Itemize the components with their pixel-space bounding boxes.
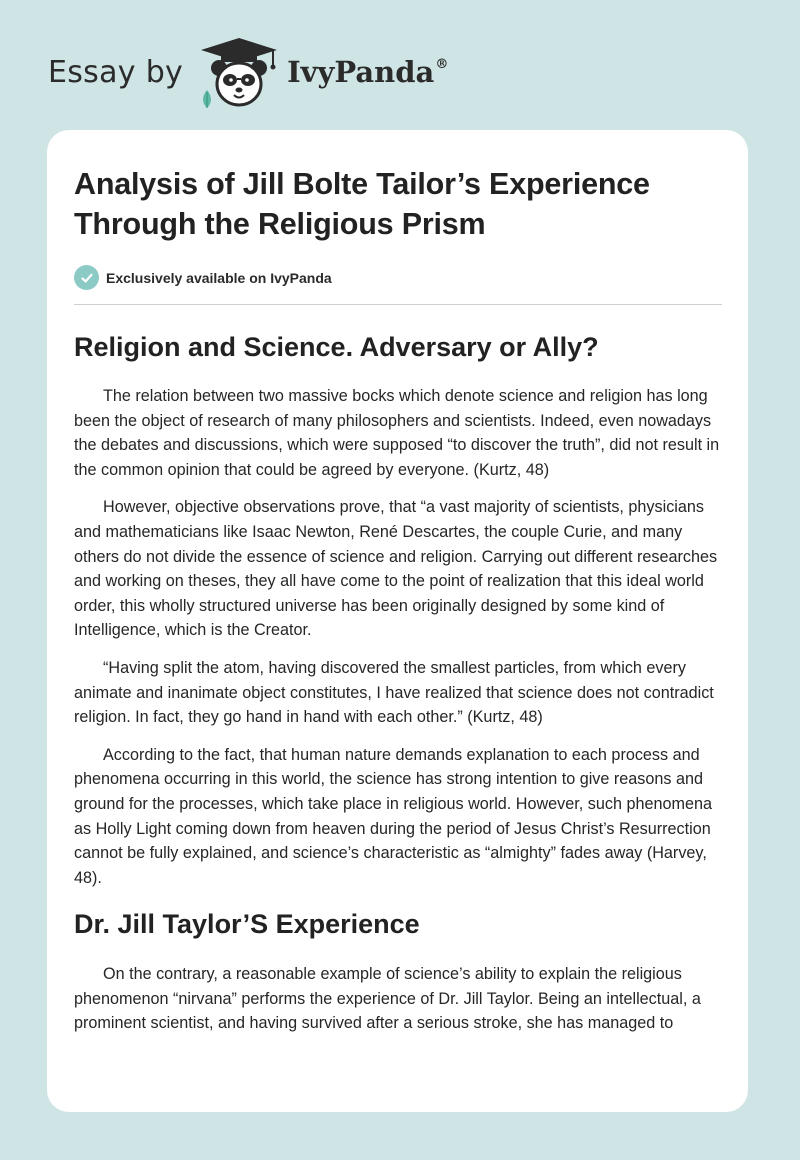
paragraph: On the contrary, a reasonable example of science’s ability to explain the religious phenomenon “nirvana” performs the experience of Dr. Jill Taylor. Being an intellectual, a prominent scientist, and having survived after a serious stroke, she has managed to [74, 965, 701, 1033]
paragraph: The relation between two massive bocks which denote science and religion has long been the object of research of many philosophers and scientists. Indeed, even nowadays the debates and discussions, which were supposed “to discover the truth”, did not result in the common opinion that could be agreed by everyone. (Kurtz, 48) [74, 387, 720, 479]
title-divider [74, 304, 722, 305]
exclusive-badge [74, 265, 722, 290]
section-heading: Dr. Jill Taylor’S Experience [74, 909, 420, 940]
essay-title: Analysis of Jill Bolte Tailor’s Experience Through the Religious Prism [74, 167, 650, 241]
section-heading: Religion and Science. Adversary or Ally? [74, 332, 599, 362]
brand-name[interactable] [287, 55, 448, 89]
paragraph: However, objective observations prove, that “a vast majority of scientists, physicians and mathematicians like Isaac Newton, René Descartes, the couple Curie, and many others do not divide the essence of science and religion. Carrying out different researches and working on theses, they all have come to the point of realization that this ideal world order, this wholly structured universe has been originally designed by some kind of Intelligence, which is the Creator. [74, 498, 718, 640]
badge-label: Exclusively available on IvyPanda [106, 269, 332, 286]
trademark-symbol: ® [435, 57, 449, 72]
essay-card [47, 130, 748, 1112]
site-header [48, 34, 448, 110]
check-circle-icon [74, 265, 99, 290]
brand-text: IvyPanda [287, 55, 435, 89]
paragraph: According to the fact, that human nature demands explanation to each process and phenomena occurring in this world, the science has strong intention to give reasons and ground for the processes, which take place in religious world. However, such phenomena as Holly Light coming down from heaven during the period of Jesus Christ’s Resurrection cannot be fully explained, and science’s characteristic as “almighty” fades away (Harvey, 48). [74, 745, 712, 887]
essay-by-label: Essay by [48, 54, 184, 90]
panda-graduate-icon [197, 34, 281, 110]
paragraph: “Having split the atom, having discovered the smallest particles, from which every animate and inanimate object constitutes, I have realized that science does not contradict religion. In fact, they go hand in hand with each other.” (Kurtz, 48) [74, 658, 714, 727]
